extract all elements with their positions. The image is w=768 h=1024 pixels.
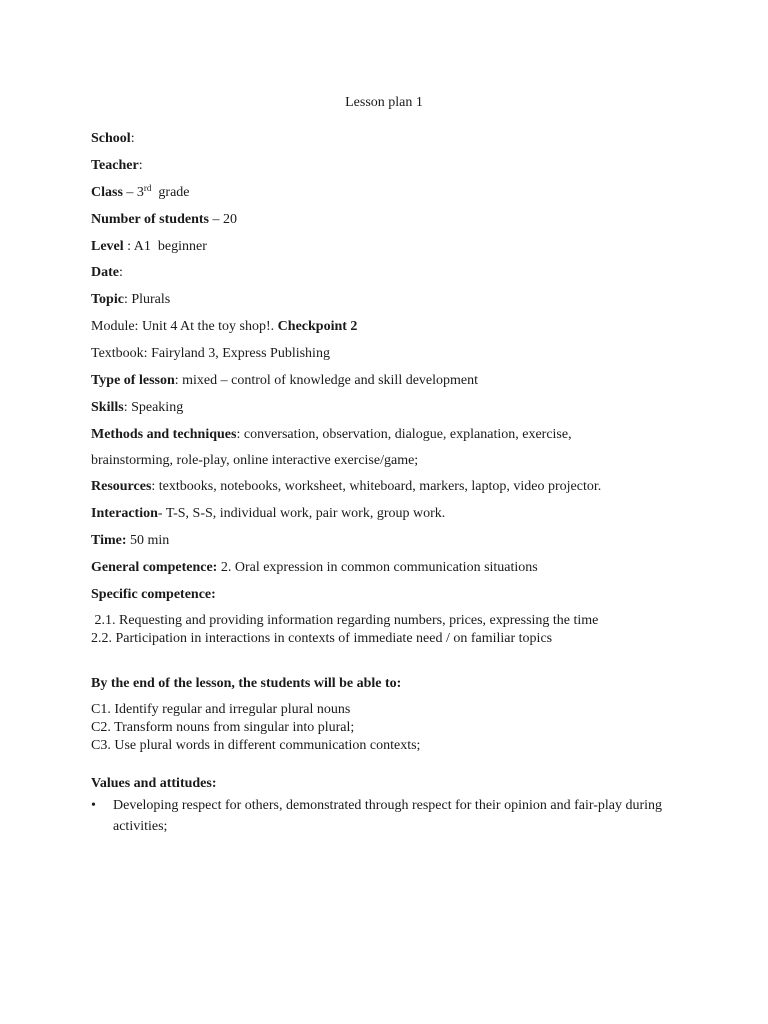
- field-general-competence: [91, 559, 538, 576]
- field-value: Textbook: Fairyland 3, Express Publishing: [91, 346, 330, 361]
- document-title: Lesson plan 1: [345, 95, 423, 110]
- field-label: Topic: [91, 292, 124, 307]
- field-resources: [91, 478, 601, 495]
- field-separator: :: [151, 479, 159, 494]
- specific-competence-item: 2.1. Requesting and providing information regarding numbers, prices, expressing the time: [91, 613, 599, 628]
- field-value: 20: [222, 212, 237, 227]
- field-label: Time:: [91, 533, 127, 548]
- field-separator: :: [119, 265, 123, 280]
- field-number-of-students: [91, 211, 237, 228]
- specific-competence-heading: Specific competence:: [91, 587, 216, 602]
- field-label: School: [91, 131, 131, 146]
- field-level: [91, 238, 207, 255]
- field-value: T-S, S-S, individual work, pair work, group work.: [165, 506, 446, 521]
- field-skills: [91, 399, 183, 416]
- field-methods-continuation: brainstorming, role-play, online interactive exercise/game;: [91, 453, 419, 468]
- field-label: Level: [91, 239, 124, 254]
- field-value-bold: Checkpoint 2: [277, 319, 358, 334]
- field-value: 2. Oral expression in common communication situations: [220, 560, 538, 575]
- values-item: Developing respect for others, demonstrated through respect for their opinion and fair-play during activities;: [113, 798, 663, 834]
- field-separator: :: [123, 292, 132, 307]
- field-label: Methods and techniques: [91, 427, 237, 442]
- field-value: mixed – control of knowledge and skill development: [182, 373, 479, 388]
- field-school: [91, 130, 135, 147]
- outcome-item: C2. Transform nouns from singular into plural;: [91, 720, 355, 735]
- field-separator: –: [208, 212, 223, 227]
- field-label: Teacher: [91, 158, 139, 173]
- bullet-icon: •: [91, 798, 96, 813]
- field-value-suffix: grade: [151, 185, 190, 200]
- field-value: Speaking: [131, 400, 184, 415]
- field-label: Skills: [91, 400, 124, 415]
- specific-competence-item: 2.2. Participation in interactions in contexts of immediate need / on familiar topics: [91, 631, 553, 646]
- outcomes-heading: By the end of the lesson, the students will be able to:: [91, 676, 402, 691]
- field-label: Class: [91, 185, 123, 200]
- outcome-item: C3. Use plural words in different communication contexts;: [91, 738, 421, 753]
- field-label: Resources: [91, 479, 152, 494]
- field-time: [91, 532, 169, 549]
- field-value: 50 min: [130, 533, 170, 548]
- field-teacher: [91, 157, 143, 174]
- field-label: General competence:: [91, 560, 218, 575]
- field-separator: :: [236, 427, 244, 442]
- field-topic: [91, 291, 170, 308]
- field-value: Module: Unit 4 At the toy shop!.: [91, 319, 278, 334]
- field-value-superscript: rd: [143, 183, 152, 193]
- field-label: Interaction: [91, 506, 158, 521]
- field-label: Date: [91, 265, 119, 280]
- outcome-item: C1. Identify regular and irregular plural nouns: [91, 702, 351, 717]
- values-heading: Values and attitudes:: [91, 776, 217, 791]
- field-value: A1 beginner: [133, 239, 207, 254]
- field-separator: -: [157, 506, 166, 521]
- field-label: Type of lesson: [91, 373, 175, 388]
- field-separator: :: [174, 373, 183, 388]
- field-interaction: [91, 505, 445, 522]
- field-separator: –: [122, 185, 137, 200]
- field-value: conversation, observation, dialogue, explanation, exercise,: [243, 427, 572, 442]
- field-textbook: [91, 345, 330, 362]
- field-value: Plurals: [131, 292, 171, 307]
- field-module: [91, 318, 357, 335]
- field-type-of-lesson: [91, 372, 478, 389]
- field-separator: :: [130, 131, 135, 146]
- field-label: Number of students: [91, 212, 209, 227]
- field-separator: :: [138, 158, 143, 173]
- field-class: [91, 184, 190, 201]
- field-value: textbooks, notebooks, worksheet, whiteboard, markers, laptop, video projector.: [158, 479, 602, 494]
- field-value: 3: [136, 185, 144, 200]
- field-date: [91, 264, 123, 281]
- field-separator: :: [123, 400, 132, 415]
- field-separator: :: [123, 239, 134, 254]
- field-methods: [91, 426, 572, 443]
